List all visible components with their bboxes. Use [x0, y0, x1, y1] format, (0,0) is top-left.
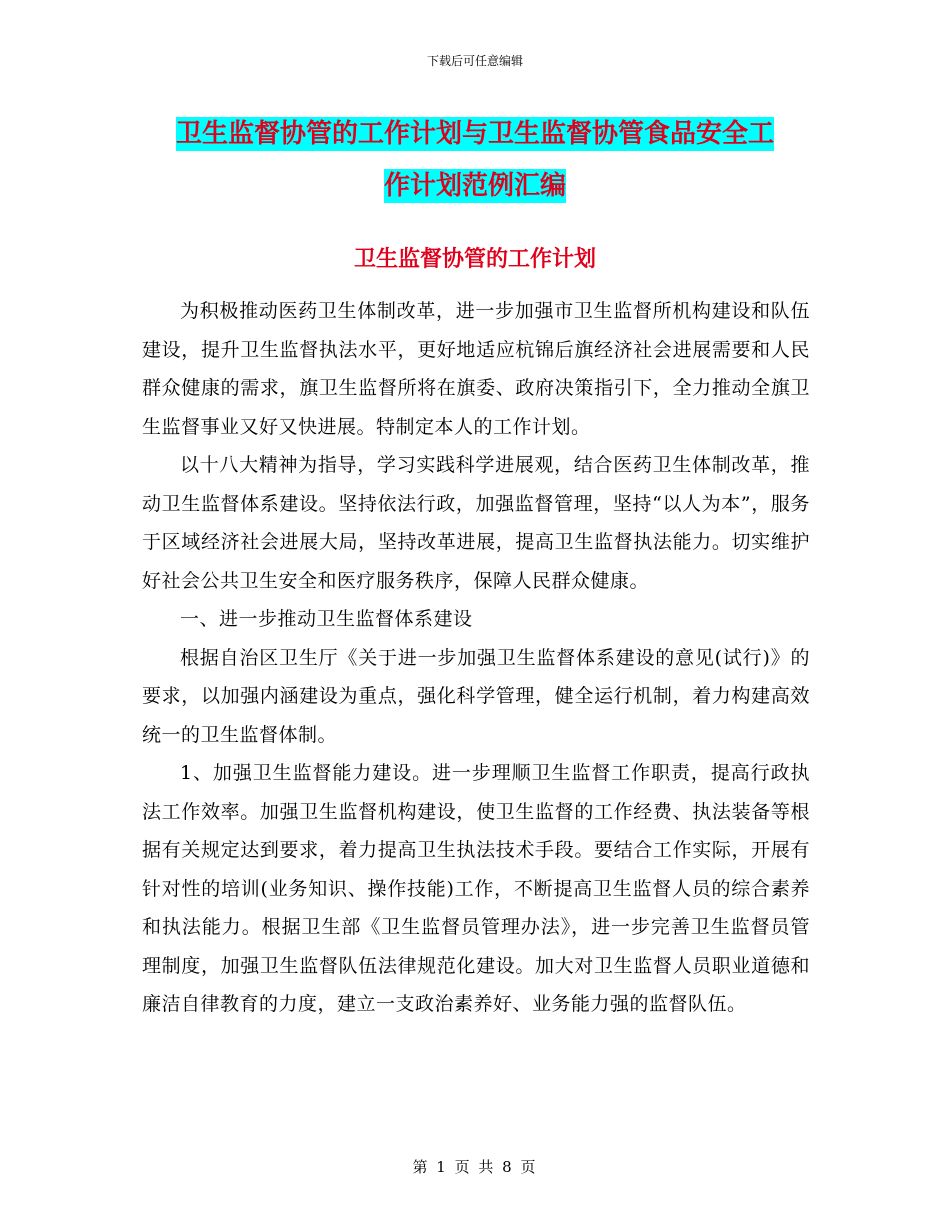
paragraph: 以十八大精神为指导，学习实践科学进展观，结合医药卫生体制改革，推动卫生监督体系建设。坚持依法行政，加强监督管理，坚持“以人为本”，服务于区域经济社会进展大局，坚持改革进展，提高卫生监督执法能力。切实维护好社会公共卫生安全和医疗服务秩序，保障人民群众健康。 [142, 454, 810, 592]
page-header-note: 下载后可任意编辑 [426, 54, 523, 68]
page-number: 第 1 页 共 8 页 [412, 1158, 538, 1176]
document-title-line-1: 卫生监督协管的工作计划与卫生监督协管食品安全工 [175, 119, 774, 149]
paragraph: 根据自治区卫生厅《关于进一步加强卫生监督体系建设的意见(试行)》的要求，以加强内涵建设为重点，强化科学管理，健全运行机制，着力构建高效统一的卫生监督体制。 [142, 646, 810, 746]
document-body [142, 292, 810, 1024]
section-title: 卫生监督协管的工作计划 [353, 247, 596, 272]
document-title [140, 108, 810, 212]
paragraph: 1、加强卫生监督能力建设。进一步理顺卫生监督工作职责，提高行政执法工作效率。加强卫生监督机构建设，使卫生监督的工作经费、执法装备等根据有关规定达到要求，着力提高卫生执法技术手段。要结合工作实际，开展有针对性的培训(业务知识、操作技能)工作，不断提高卫生监督人员的综合素养和执法能力。根据卫生部《卫生监督员管理办法》，进一步完善卫生监督员管理制度，加强卫生监督队伍法律规范化建设。加大对卫生监督人员职业道德和廉洁自律教育的力度，建立一支政治素养好、业务能力强的监督队伍。 [142, 762, 810, 1015]
paragraph-heading: 一、进一步推动卫生监督体系建设 [180, 608, 473, 630]
paragraph: 为积极推动医药卫生体制改革，进一步加强市卫生监督所机构建设和队伍建设，提升卫生监督执法水平，更好地适应杭锦后旗经济社会进展需要和人民群众健康的需求，旗卫生监督所将在旗委、政府决策指引下，全力推动全旗卫生监督事业又好又快进展。特制定本人的工作计划。 [142, 300, 810, 438]
document-title-line-2: 作计划范例汇编 [383, 171, 566, 201]
